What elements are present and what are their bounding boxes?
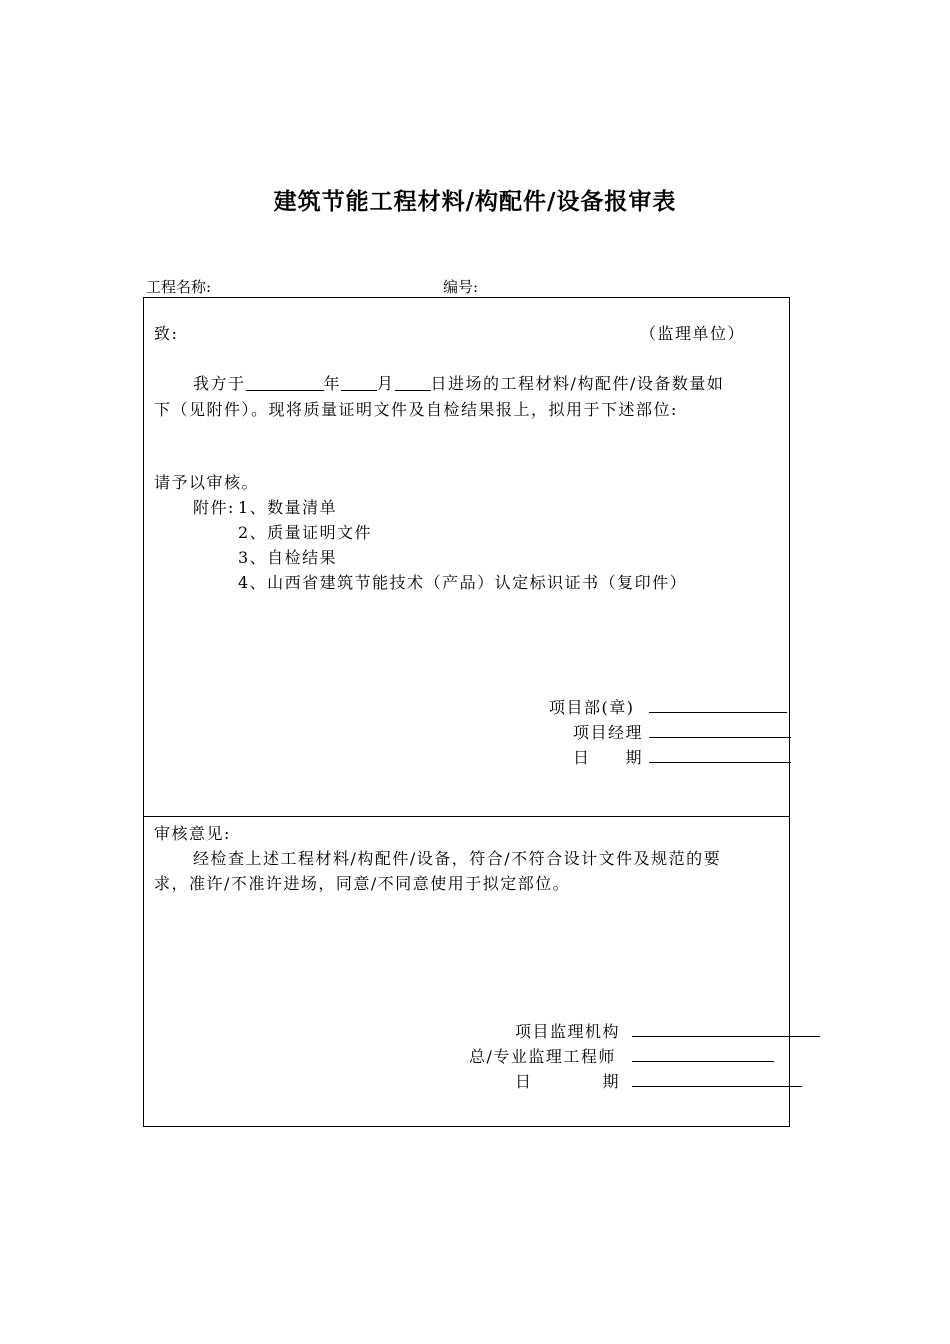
- year-blank[interactable]: [246, 374, 324, 391]
- year-label: 年: [323, 374, 342, 393]
- review-date-line[interactable]: [632, 1086, 802, 1087]
- arrival-tail: 日进场的工程材料/构配件/设备数量如: [430, 374, 725, 393]
- project-name-label: 工程名称:: [146, 278, 212, 296]
- day-blank[interactable]: [395, 374, 431, 391]
- attachment-item: 4、山西省建筑节能技术（产品）认定标识证书（复印件）: [238, 573, 688, 592]
- attachments-label: 附件:: [193, 498, 235, 517]
- month-blank[interactable]: [341, 374, 377, 391]
- arrival-paragraph-line2: 下（见附件）。现将质量证明文件及自检结果报上，拟用于下述部位:: [154, 400, 678, 419]
- project-manager-label: 项目经理: [573, 723, 644, 742]
- review-line1: 经检查上述工程材料/构配件/设备，符合/不符合设计文件及规范的要: [193, 849, 722, 868]
- attachment-item: 1、数量清单: [238, 498, 338, 517]
- number-label: 编号:: [443, 278, 479, 296]
- arrival-intro: 我方于: [193, 374, 246, 393]
- date-line[interactable]: [649, 762, 791, 763]
- dept-seal-label: 项目部(章): [549, 698, 635, 717]
- request-text: 请予以审核。: [154, 473, 260, 492]
- supervision-org-label: 项目监理机构: [515, 1022, 621, 1041]
- supervisor-unit-label: （监理单位）: [640, 324, 746, 343]
- supervising-engineer-label: 总/专业监理工程师: [469, 1047, 616, 1066]
- to-label: 致:: [154, 324, 179, 343]
- attachment-item: 2、质量证明文件: [238, 523, 373, 542]
- section-divider: [144, 816, 789, 817]
- supervision-org-line[interactable]: [632, 1036, 820, 1037]
- review-line2: 求，准许/不准许进场，同意/不同意使用于拟定部位。: [154, 874, 571, 893]
- project-manager-line[interactable]: [649, 737, 791, 738]
- dept-seal-line[interactable]: [649, 712, 787, 713]
- review-label: 审核意见:: [154, 824, 231, 843]
- supervising-engineer-line[interactable]: [632, 1061, 774, 1062]
- arrival-paragraph-line1: [193, 371, 724, 394]
- form-title: 建筑节能工程材料/构配件/设备报审表: [273, 188, 677, 215]
- review-date-label: 日 期: [515, 1072, 621, 1091]
- month-label: 月: [377, 374, 395, 393]
- attachment-item: 3、自检结果: [238, 548, 338, 567]
- date-label: 日 期: [573, 748, 644, 767]
